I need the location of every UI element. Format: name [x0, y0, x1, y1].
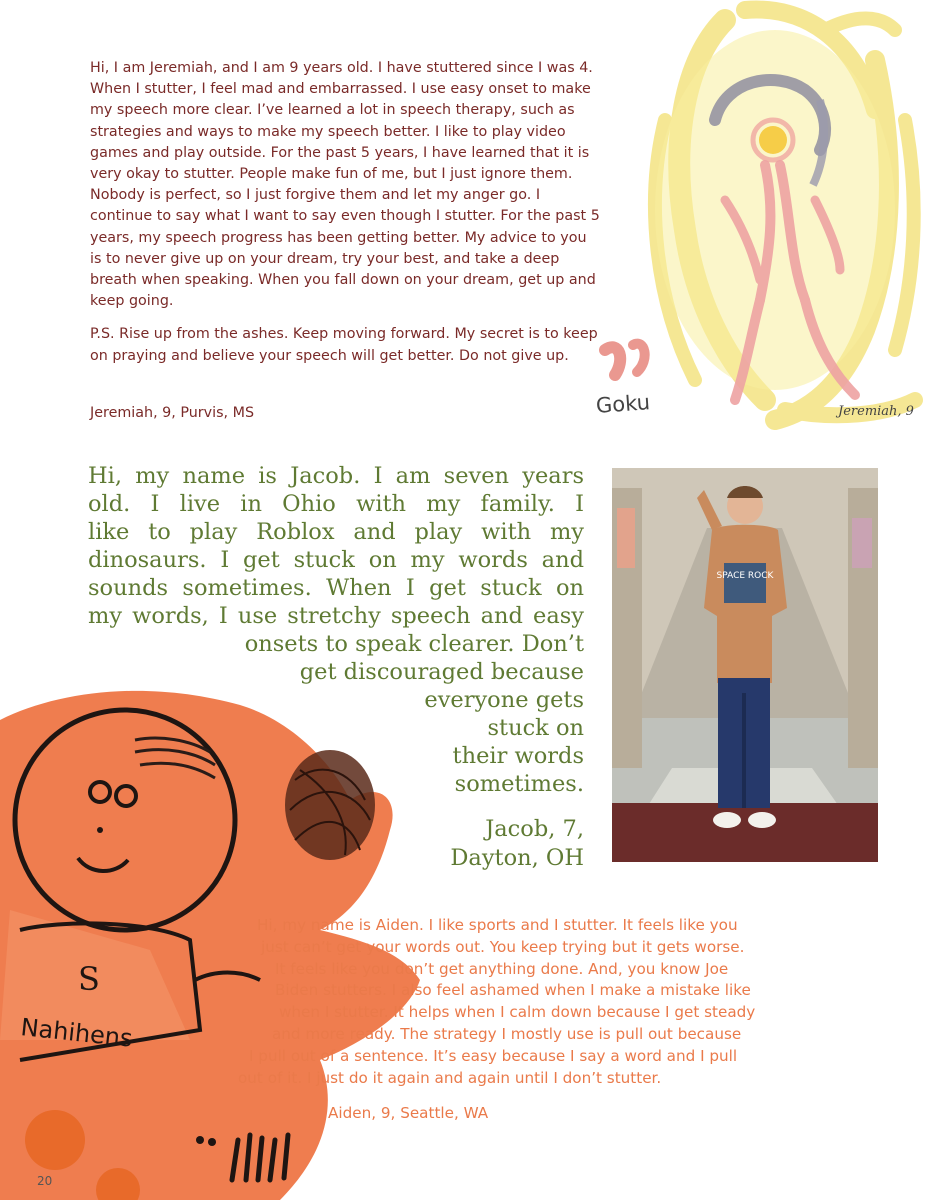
jacob-line: like to play Roblox and play with my: [88, 519, 584, 545]
jacob-signature-name: Jacob, 7,: [485, 816, 584, 842]
jacob-story: [88, 462, 584, 798]
jacob-line: Hi, my name is Jacob. I am seven years: [88, 463, 584, 489]
aiden-line: just can’t get your words out. You keep trying but it gets worse.: [261, 937, 745, 956]
svg-text:S: S: [78, 960, 100, 998]
jacob-line: sometimes.: [454, 771, 584, 797]
jacob-line: their words: [452, 743, 584, 769]
aiden-line: out of it. I just do it again and again until I don’t stutter.: [238, 1068, 662, 1087]
jacob-line: sounds sometimes. When I get stuck on: [88, 575, 584, 601]
jacob-signature: [450, 815, 584, 873]
aiden-line: I pull out of a sentence. It’s easy because I say a word and I pull: [249, 1046, 738, 1065]
jacob-line: old. I live in Ohio with my family. I: [88, 491, 584, 517]
jeremiah-drawing-credit: Jeremiah, 9: [838, 404, 914, 419]
aiden-line: It feels like you don’t get anything done. And, you know Joe: [275, 959, 729, 978]
jeremiah-signature: Jeremiah, 9, Purvis, MS: [90, 405, 255, 421]
aiden-story: [232, 915, 882, 1089]
jacob-line: my words, I use stretchy speech and easy: [88, 603, 584, 629]
jacob-line: stuck on: [487, 715, 584, 741]
jacob-signature-place: Dayton, OH: [450, 845, 584, 871]
photo-shirt-text: SPACE ROCK: [716, 571, 774, 581]
page-number: 20: [37, 1174, 53, 1188]
jeremiah-story: [90, 58, 600, 379]
aiden-line: and more ready. The strategy I mostly use is pull out because: [272, 1024, 742, 1043]
goku-drawing: [575, 0, 938, 435]
aiden-line: when I stutter. It helps when I calm down because I get steady: [279, 1003, 756, 1022]
orange-shirt-text: Nahihens: [19, 1013, 134, 1053]
aiden-line: Hi, my name is Aiden. I like sports and I stutter. It feels like you: [257, 916, 738, 934]
jacob-line: dinosaurs. I get stuck on my words and: [88, 547, 584, 573]
jeremiah-ps-paragraph: P.S. Rise up from the ashes. Keep moving forward. My secret is to keep on praying and believe your speech will get better. Do not give up.: [90, 326, 598, 364]
goku-label: Goku: [595, 390, 651, 418]
aiden-signature: Aiden, 9, Seattle, WA: [328, 1104, 489, 1122]
jacob-line: everyone gets: [424, 687, 584, 713]
jacob-photo: [612, 468, 878, 862]
jacob-line: get discouraged because: [299, 659, 584, 685]
jeremiah-paragraph: Hi, I am Jeremiah, and I am 9 years old. I have stuttered since I was 4. When I stutter, I feel mad and embarrassed. I use easy onset to make my speech more clear. I’ve learned a lot in speech therapy, such as strategies and ways to make my speech better. I like to play video games and play outside. For the past 5 years, I have learned that it is very okay to stutter. People make fun of me, but I just ignore them. Nobody is perfect, so I just forgive them and let my anger go. I continue to say what I want to say even though I stutter. For the past 5 years, my speech progress has been getting better. My advice to you is to never give up on your dream, try your best, and take a deep breath when speaking. When you fall down on your dream, get up and keep going.: [90, 60, 600, 310]
jacob-line: onsets to speak clearer. Don’t: [244, 631, 584, 657]
aiden-line: Biden stutters. I also feel ashamed when I make a mistake like: [275, 981, 751, 1000]
